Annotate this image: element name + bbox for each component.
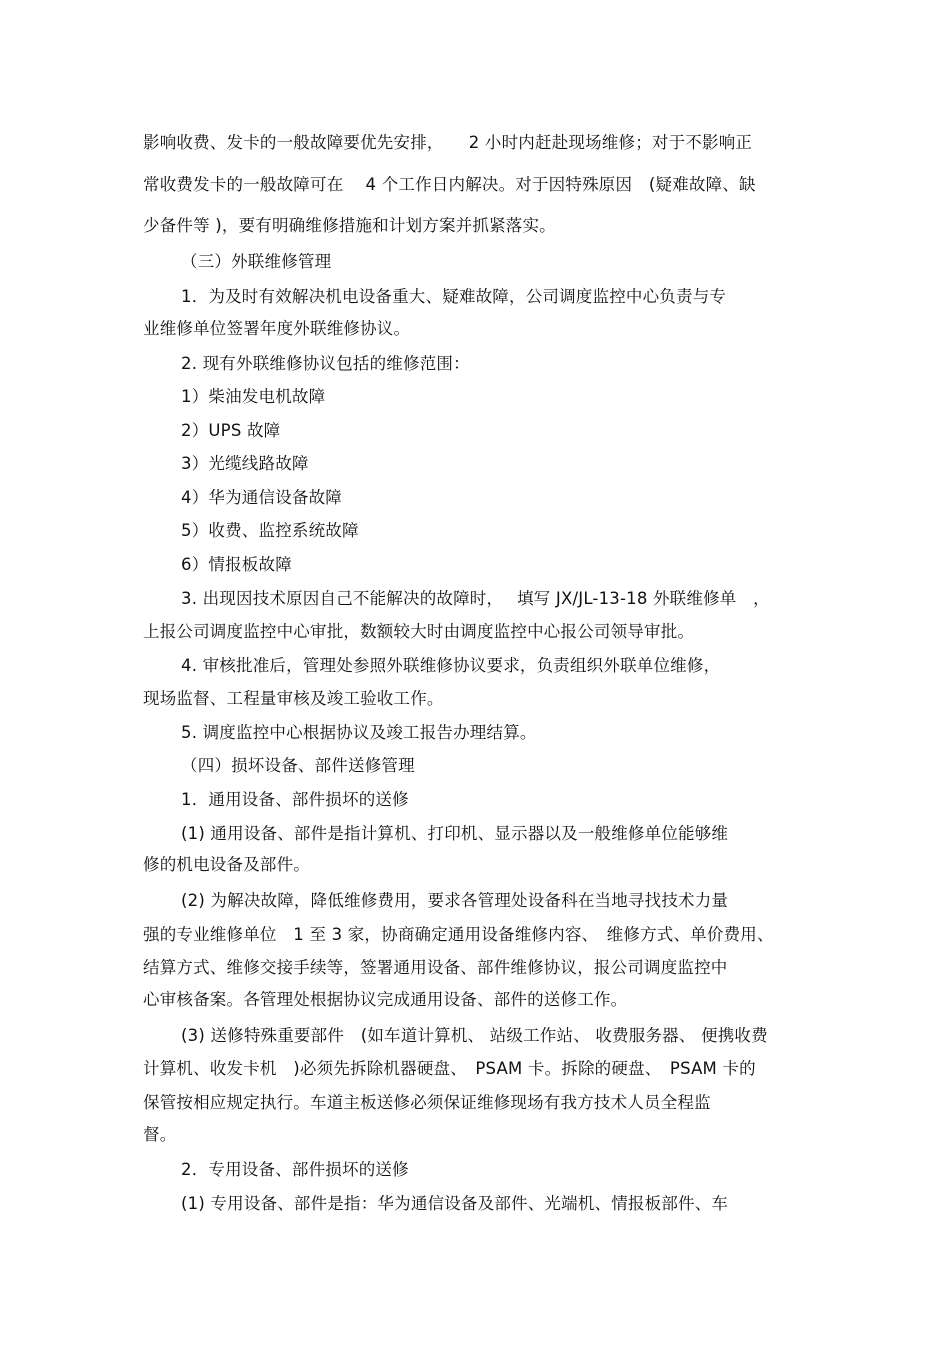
paragraph-line: 业维修单位签署年度外联维修协议。 bbox=[143, 319, 411, 338]
paragraph-line: 结算方式、维修交接手续等，签署通用设备、部件维修协议，报公司调度监控中 bbox=[143, 958, 728, 977]
paragraph-line: 3. 出现因技术原因自己不能解决的故障时， 填写 JX/JL-13-18 外联维修单 ， bbox=[181, 589, 770, 608]
list-item: 4）华为通信设备故障 bbox=[181, 488, 342, 507]
paragraph-line: (1) 通用设备、部件是指计算机、打印机、显示器以及一般维修单位能够维 bbox=[181, 824, 729, 843]
paragraph-line: 督。 bbox=[143, 1125, 177, 1144]
list-item: 5）收费、监控系统故障 bbox=[181, 521, 359, 540]
list-item: 6）情报板故障 bbox=[181, 555, 292, 574]
paragraph-line: 4. 审核批准后，管理处参照外联维修协议要求，负责组织外联单位维修， bbox=[181, 656, 721, 675]
paragraph-line: 影响收费、发卡的一般故障要优先安排， 2 小时内赶赴现场维修；对于不影响正 bbox=[143, 133, 753, 152]
paragraph-line: 计算机、收发卡机 )必须先拆除机器硬盘、 PSAM 卡。拆除的硬盘、 PSAM 卡的 bbox=[143, 1059, 756, 1078]
paragraph-line: 少备件等 )，要有明确维修措施和计划方案并抓紧落实。 bbox=[143, 216, 556, 235]
paragraph-line: 常收费发卡的一般故障可在 4 个工作日内解决。对于因特殊原因 (疑难故障、缺 bbox=[143, 175, 756, 194]
paragraph-line: 心审核备案。各管理处根据协议完成通用设备、部件的送修工作。 bbox=[143, 990, 628, 1009]
paragraph-line: (2) 为解决故障，降低维修费用，要求各管理处设备科在当地寻找技术力量 bbox=[181, 891, 729, 910]
paragraph-line: 5. 调度监控中心根据协议及竣工报告办理结算。 bbox=[181, 723, 537, 742]
paragraph-line: (3) 送修特殊重要部件 (如车道计算机、 站级工作站、 收费服务器、 便携收费 bbox=[181, 1026, 768, 1045]
subsection-heading: 1．通用设备、部件损坏的送修 bbox=[181, 790, 409, 809]
list-item: 3）光缆线路故障 bbox=[181, 454, 309, 473]
paragraph-line: 上报公司调度监控中心审批，数额较大时由调度监控中心报公司领导审批。 bbox=[143, 622, 695, 641]
list-item: 2）UPS 故障 bbox=[181, 421, 281, 440]
section-heading: （三）外联维修管理 bbox=[181, 252, 332, 271]
paragraph-line: 修的机电设备及部件。 bbox=[143, 855, 310, 874]
list-item: 1）柴油发电机故障 bbox=[181, 387, 326, 406]
subsection-heading: 2．专用设备、部件损坏的送修 bbox=[181, 1160, 409, 1179]
paragraph-line: 保管按相应规定执行。车道主板送修必须保证维修现场有我方技术人员全程监 bbox=[143, 1093, 711, 1112]
paragraph-line: 现场监督、工程量审核及竣工验收工作。 bbox=[143, 689, 444, 708]
paragraph-line: (1) 专用设备、部件是指：华为通信设备及部件、光端机、情报板部件、车 bbox=[181, 1194, 729, 1213]
paragraph-line: 2. 现有外联维修协议包括的维修范围： bbox=[181, 354, 470, 373]
paragraph-line: 1．为及时有效解决机电设备重大、疑难故障，公司调度监控中心负责与专 bbox=[181, 287, 727, 306]
section-heading: （四）损坏设备、部件送修管理 bbox=[181, 756, 415, 775]
paragraph-line: 强的专业维修单位 1 至 3 家，协商确定通用设备维修内容、 维修方式、单价费用、 bbox=[143, 925, 774, 944]
